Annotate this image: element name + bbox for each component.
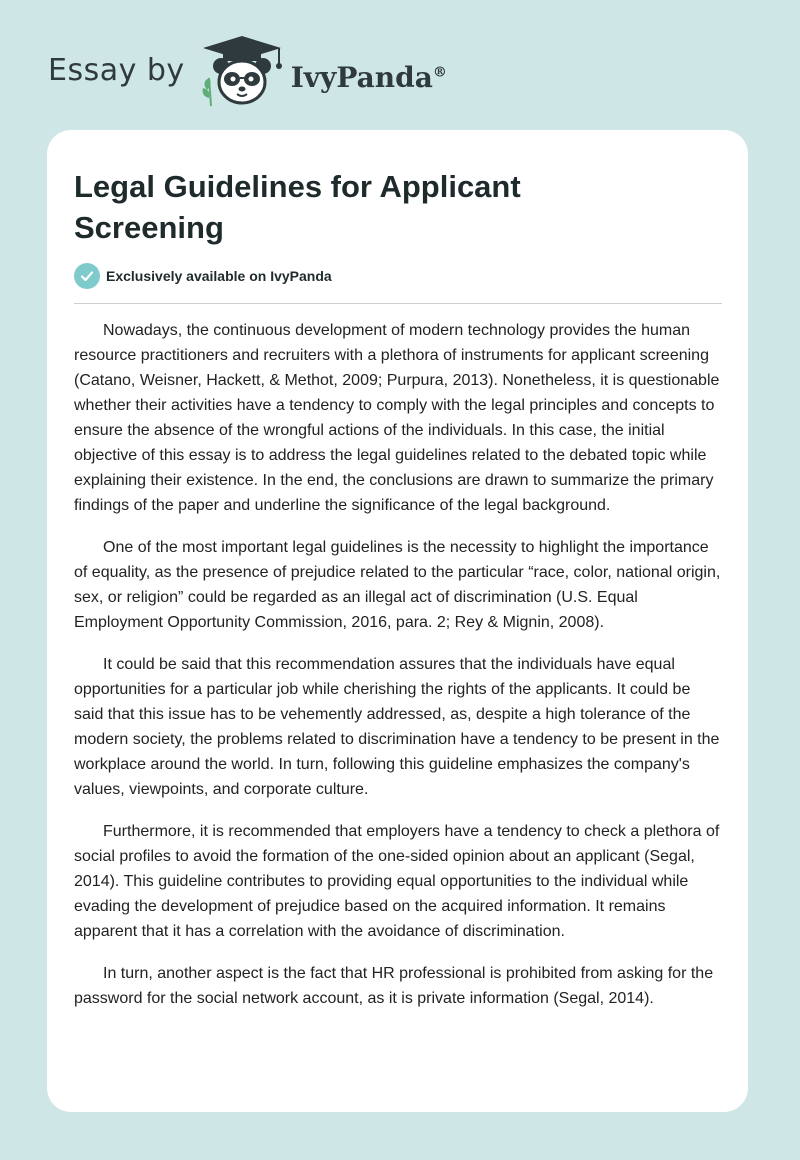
paragraph: Furthermore, it is recommended that employers have a tendency to check a plethora of social profiles to avoid the formation of the one-sided opinion about an applicant (Segal, 2014). This guideline contributes to providing equal opportunities to the individual while evading the development of prejudice based on the acquired information. It remains apparent that it has a correlation with the avoidance of discrimination. xyxy=(74,823,720,940)
essay-body xyxy=(74,318,724,1028)
paragraph: In turn, another aspect is the fact that HR professional is prohibited from asking for the password for the social network account, as it is private information (Segal, 2014). xyxy=(74,965,714,1007)
brand-name: IvyPanda® xyxy=(290,60,447,94)
paragraph: One of the most important legal guidelines is the necessity to highlight the importance of equality, as the presence of prejudice related to the particular “race, color, national origin, sex, or religion” could be regarded as an illegal act of discrimination (U.S. Equal Employment Opportunity Commission, 2016, para. 2; Rey & Mignin, 2008). xyxy=(74,539,721,631)
check-icon xyxy=(74,263,100,289)
exclusive-badge xyxy=(74,263,332,289)
exclusive-badge-label: Exclusively available on IvyPanda xyxy=(106,268,332,284)
page-title: Legal Guidelines for Applicant Screening xyxy=(74,169,521,245)
site-header xyxy=(48,36,447,110)
divider xyxy=(74,303,722,304)
paragraph: Nowadays, the continuous development of modern technology provides the human resource practitioners and recruiters with a plethora of instruments for applicant screening (Catano, Weisner, Hackett, & Methot, 2009; Purpura, 2013). Nonetheless, it is questionable whether their activities have a tendency to comply with the legal principles and concepts to ensure the absence of the wrongful actions of the individuals. In this case, the initial objective of this essay is to address the legal guidelines related to the debated topic while explaining their existence. In the end, the conclusions are drawn to summarize the primary findings of the paper and underline the significance of the legal background. xyxy=(74,322,720,514)
essay-card xyxy=(47,130,748,1112)
panda-graduate-icon xyxy=(199,34,285,108)
paragraph: It could be said that this recommendation assures that the individuals have equal opportunities for a particular job while cherishing the rights of the applicants. It could be said that this issue has to be vehemently addressed, as, despite a high tolerance of the modern society, the problems related to discrimination have a tendency to be present in the workplace around the world. In turn, following this guideline emphasizes the company's values, viewpoints, and corporate culture. xyxy=(74,656,720,798)
essay-by-label: Essay by xyxy=(48,52,185,88)
